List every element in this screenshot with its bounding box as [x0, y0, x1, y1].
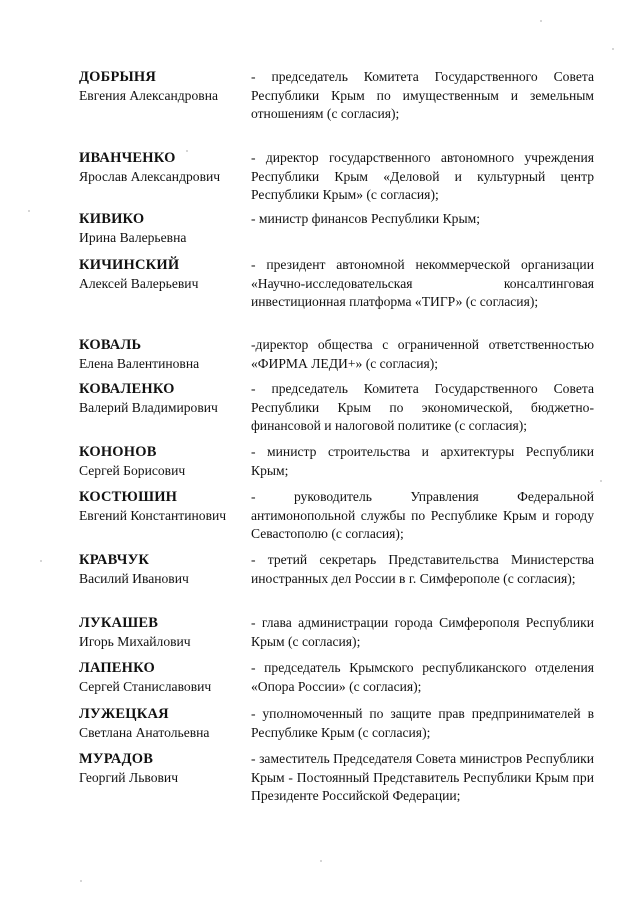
member-given-name: Евгений Константинович [79, 508, 227, 523]
member-description: -директор общества с ограниченной ответственностью «ФИРМА ЛЕДИ+» (с согласия); [251, 337, 594, 371]
member-description: - председатель Комитета Государственного Совета Республики Крым по имущественным и земельным отношениям (с согласия); [251, 69, 594, 122]
member-surname: КИЧИНСКИЙ [79, 257, 180, 273]
member-description: - президент автономной некоммерческой организации «Научно-исследовательская консалтинговая инвестиционная платформа «ТИГР» (с согласия); [251, 257, 594, 310]
member-surname: КИВИКО [79, 211, 145, 227]
member-given-name: Сергей Станиславович [79, 679, 212, 694]
member-surname: КОВАЛЕНКО [79, 381, 175, 397]
member-surname: ЛУКАШЕВ [79, 615, 159, 631]
member-surname: КОВАЛЬ [79, 337, 142, 353]
scan-speck [600, 480, 602, 482]
scan-speck [28, 210, 30, 212]
scan-speck [320, 860, 322, 862]
member-description: - председатель Крымского республиканского отделения «Опора России» (с согласия); [251, 660, 594, 694]
member-description: - директор государственного автономного учреждения Республики Крым «Деловой и культурный центр Республики Крым» (с согласия); [251, 150, 594, 203]
member-description: - руководитель Управления Федеральной антимонопольной службы по Республике Крым и городу Севастополю (с согласия); [251, 489, 594, 542]
member-given-name: Сергей Борисович [79, 463, 186, 478]
member-surname: КОСТЮШИН [79, 489, 178, 505]
member-given-name: Елена Валентиновна [79, 356, 200, 371]
scan-speck [40, 560, 42, 562]
member-surname: ЛАПЕНКО [79, 660, 155, 676]
member-surname: ДОБРЫНЯ [79, 69, 157, 85]
member-given-name: Алексей Валерьевич [79, 276, 199, 291]
member-given-name: Валерий Владимирович [79, 400, 218, 415]
scan-speck [612, 48, 614, 50]
scan-speck [540, 20, 542, 22]
scan-speck [80, 880, 82, 882]
member-description: - председатель Комитета Государственного Совета Республики Крым по экономической, бюджетно-финансовой и налоговой политике (с согласия); [251, 381, 594, 434]
member-given-name: Светлана Анатольевна [79, 725, 210, 740]
member-given-name: Евгения Александровна [79, 88, 218, 103]
member-description: - министр строительства и архитектуры Республики Крым; [251, 444, 594, 478]
member-surname: КОНОНОВ [79, 444, 157, 460]
member-given-name: Ярослав Александрович [79, 169, 221, 184]
member-surname: ИВАНЧЕНКО [79, 150, 176, 166]
member-surname: ЛУЖЕЦКАЯ [79, 706, 169, 722]
scan-speck [186, 150, 188, 152]
member-surname: МУРАДОВ [79, 751, 154, 767]
member-given-name: Георгий Львович [79, 770, 179, 785]
member-description: - глава администрации города Симферополя Республики Крым (с согласия); [251, 615, 594, 649]
member-description: - третий секретарь Представительства Министерства иностранных дел России в г. Симферополе (с согласия); [251, 552, 594, 586]
member-description: - уполномоченный по защите прав предпринимателей в Республике Крым (с согласия); [251, 706, 594, 740]
member-description: - заместитель Председателя Совета министров Республики Крым - Постоянный Представитель Республики Крым при Президенте Российской Федерации; [251, 751, 594, 804]
member-given-name: Ирина Валерьевна [79, 230, 187, 245]
member-given-name: Игорь Михайлович [79, 634, 191, 649]
member-surname: КРАВЧУК [79, 552, 150, 568]
member-given-name: Василий Иванович [79, 571, 189, 586]
member-description: - министр финансов Республики Крым; [251, 211, 480, 226]
